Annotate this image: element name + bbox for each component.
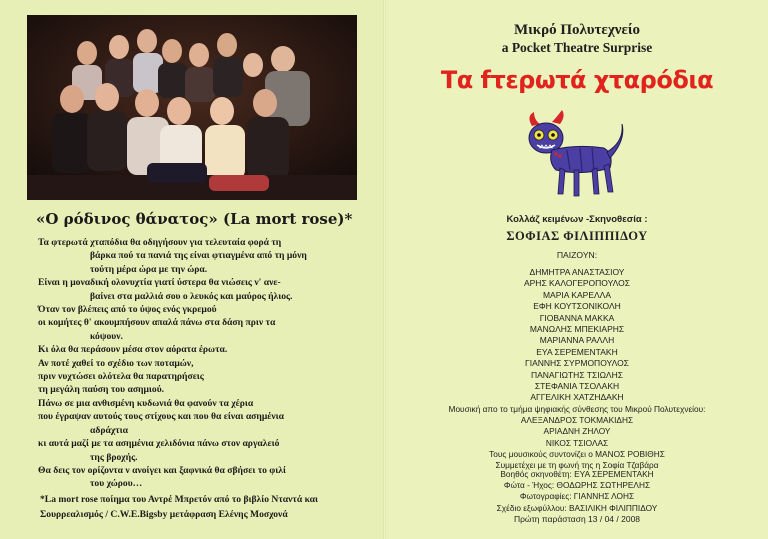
crew-credit-line: Σχέδιο εξωφύλλου: ΒΑΣΙΛΙΚΗ ΦΙΛΙΠΠΙΔΟΥ — [496, 502, 658, 513]
cast-member: ΜΑΝΩΛΗΣ ΜΠΕΚΙΑΡΗΣ — [529, 324, 625, 335]
poem-line: βάρκα πού τα πανιά της είναι φτιαγμένα από τη μόνη — [90, 250, 307, 262]
music-credit-line: Μουσική απο το τμήμα ψηφιακής σύνθεσης του Μικρού Πολυτεχνείου: — [448, 404, 706, 414]
poem-line: Πάνω σε μια ανθισμένη κυδωνιά θα φανούν τα χέρια — [38, 397, 254, 409]
poem-title: «Ο ρόδινος θάνατος» (La mort rose)* — [36, 210, 353, 228]
cast-heading: ΠΑΙΖΟΥΝ: — [556, 250, 598, 260]
cast-member: ΕΥΑ ΣΕΡΕΜΕΝΤΑΚΗ — [536, 346, 618, 357]
poem-footnote — [40, 492, 370, 522]
poem-line: κόψουν. — [90, 330, 123, 342]
cast-member: ΜΑΡΙΑΝΝΑ ΡΑΛΛΗ — [539, 335, 615, 346]
poem-line: Όταν τον βλέπεις από το ύψος ενός γκρεμού — [38, 304, 217, 316]
crew-credit-line: Βοηθός σκηνοθέτη: ΕΥΑ ΣΕΡΕΜΕΝΤΑΚΗ — [500, 469, 654, 479]
cast-member: ΓΙΑΝΝΗΣ ΣΥΡΜΟΠΟΥΛΟΣ — [525, 358, 629, 369]
poem-line: Θα δεις τον ορίζοντα ν ανοίγει και ξαφνικά θα σβήσει το φιλί — [38, 464, 286, 476]
show-title: Τα fτερωτά χταρόδια — [440, 66, 714, 94]
poem-line: πριν νυχτώσει ολότελα θα παρατηρήσεις — [38, 371, 204, 383]
crew-credit-line: Φωτογραφίες: ΓΙΑΝΝΗΣ ΛΟΗΣ — [519, 491, 635, 502]
poem-line: που έγραψαν αυτούς τους στίχους και που θα είναι ασημένια — [38, 411, 284, 423]
poem-line: βαίνει στα μαλλιά σου ο λευκός και μαύρος ήλιος. — [90, 290, 293, 302]
poem-line: τη μεγάλη παύση του ασημιού. — [38, 384, 165, 396]
poem-line: Τα φτερωτά χταπόδια θα οδηγήσουν για τελευταία φορά τη — [38, 237, 282, 248]
cast-member: ΔΗΜΗΤΡΑ ΑΝΑΣΤΑΣΙΟΥ — [529, 267, 625, 277]
poem-line: κι αυτά μαζί με τα ασημένια χελιδόνια πάνω στον αργαλειό — [38, 438, 280, 450]
cat-illustration — [522, 110, 632, 202]
crew-credits — [386, 469, 768, 514]
cast-member: ΜΑΡΙΑ ΚΑΡΕΛΛΑ — [542, 289, 612, 300]
cast-member: ΑΓΓΕΛΙΚΗ ΧΑΤΖΗΔΑΚΗ — [530, 392, 624, 403]
poem-line: Αν ποτέ χαθεί το σχέδιο των ποταμών, — [38, 357, 194, 369]
premiere-date: Πρώτη παράσταση 13 / 04 / 2008 — [513, 514, 641, 524]
music-credit-line: Συμμετέχει με τη φωνή της η Σοφία Τζαβάρα — [495, 460, 659, 471]
poem-text — [38, 236, 368, 491]
collage-direction-label: Κολλάζ κειμένων -Σκηνοθεσία : — [506, 214, 648, 225]
music-credits — [386, 404, 768, 471]
poem-line: Είναι η μοναδική ολονυχτία γιατί ύστερα θα νιώσεις ν' ανε- — [38, 277, 281, 289]
cast-member: ΕΦΗ ΚΟΥΤΣΟΝΙΚΟΛΗ — [533, 301, 621, 312]
poem-line: της βροχής. — [90, 451, 138, 463]
organization-name: Μικρό Πολυτεχνείο — [513, 22, 641, 38]
poem-line: του χώρου… — [90, 478, 143, 490]
cast-member: ΑΡΗΣ ΚΑΛΟΓΕΡΟΠΟΥΛΟΣ — [523, 278, 631, 289]
group-photo-image — [27, 15, 357, 200]
music-credit-line: ΑΛΕΞΑΝΔΡΟΣ ΤΟΚΜΑΚΙΔΗΣ — [520, 415, 634, 426]
poem-line: τούτη μέρα ώρα με την ώρα. — [90, 263, 208, 275]
music-credit-line: ΑΡΙΑΔΝΗ ΖΗΛΟΥ — [543, 426, 611, 437]
cast-member: ΓΙΟΒΑΝΝΑ ΜΑΚΚΑ — [539, 312, 615, 323]
music-credit-line: ΝΙΚΟΣ ΤΣΙΟΛΑΣ — [545, 437, 609, 448]
poem-line: αδράχτια — [90, 424, 129, 436]
music-credit-line: Τους μουσικούς συντονίζει ο ΜΑΝΟΣ ΡΟΒΙΘΗΣ — [489, 448, 665, 459]
cast-member: ΣΤΕΦΑΝΙΑ ΤΣΟΛΑΚΗ — [534, 381, 620, 392]
organization-subtitle: a Pocket Theatre Surprise — [501, 40, 653, 55]
footnote-line: Σουρρεαλισμός / C.W.E.Bigsby μετάφραση Ελένης Μοσχονά — [40, 509, 288, 520]
crew-credit-line: Φώτα - Ήχος: ΘΟΔΩΡΗΣ ΣΩΤΗΡΕΛΗΣ — [503, 480, 651, 491]
cast-member: ΠΑΝΑΓΙΩΤΗΣ ΤΣΙΩΛΗΣ — [530, 369, 624, 380]
cast-list — [386, 267, 768, 404]
poem-line: οι κομήτες θ' ακουμπήσουν απαλά πάνω στα δάση πριν τα — [38, 317, 276, 329]
cast-group-photo — [27, 15, 357, 200]
footnote-line: *La mort rose ποίημα του Αντρέ Μπρετόν από το βιβλίο Νταντά και — [40, 494, 318, 505]
director-name: ΣΟΦΙΑΣ ΦΙΛΙΠΠΙΔΟΥ — [506, 229, 648, 243]
horned-cat-drawing — [522, 110, 632, 202]
poem-line: Κι όλα θα περάσουν μέσα στον αόρατα έρωτα. — [38, 344, 228, 356]
